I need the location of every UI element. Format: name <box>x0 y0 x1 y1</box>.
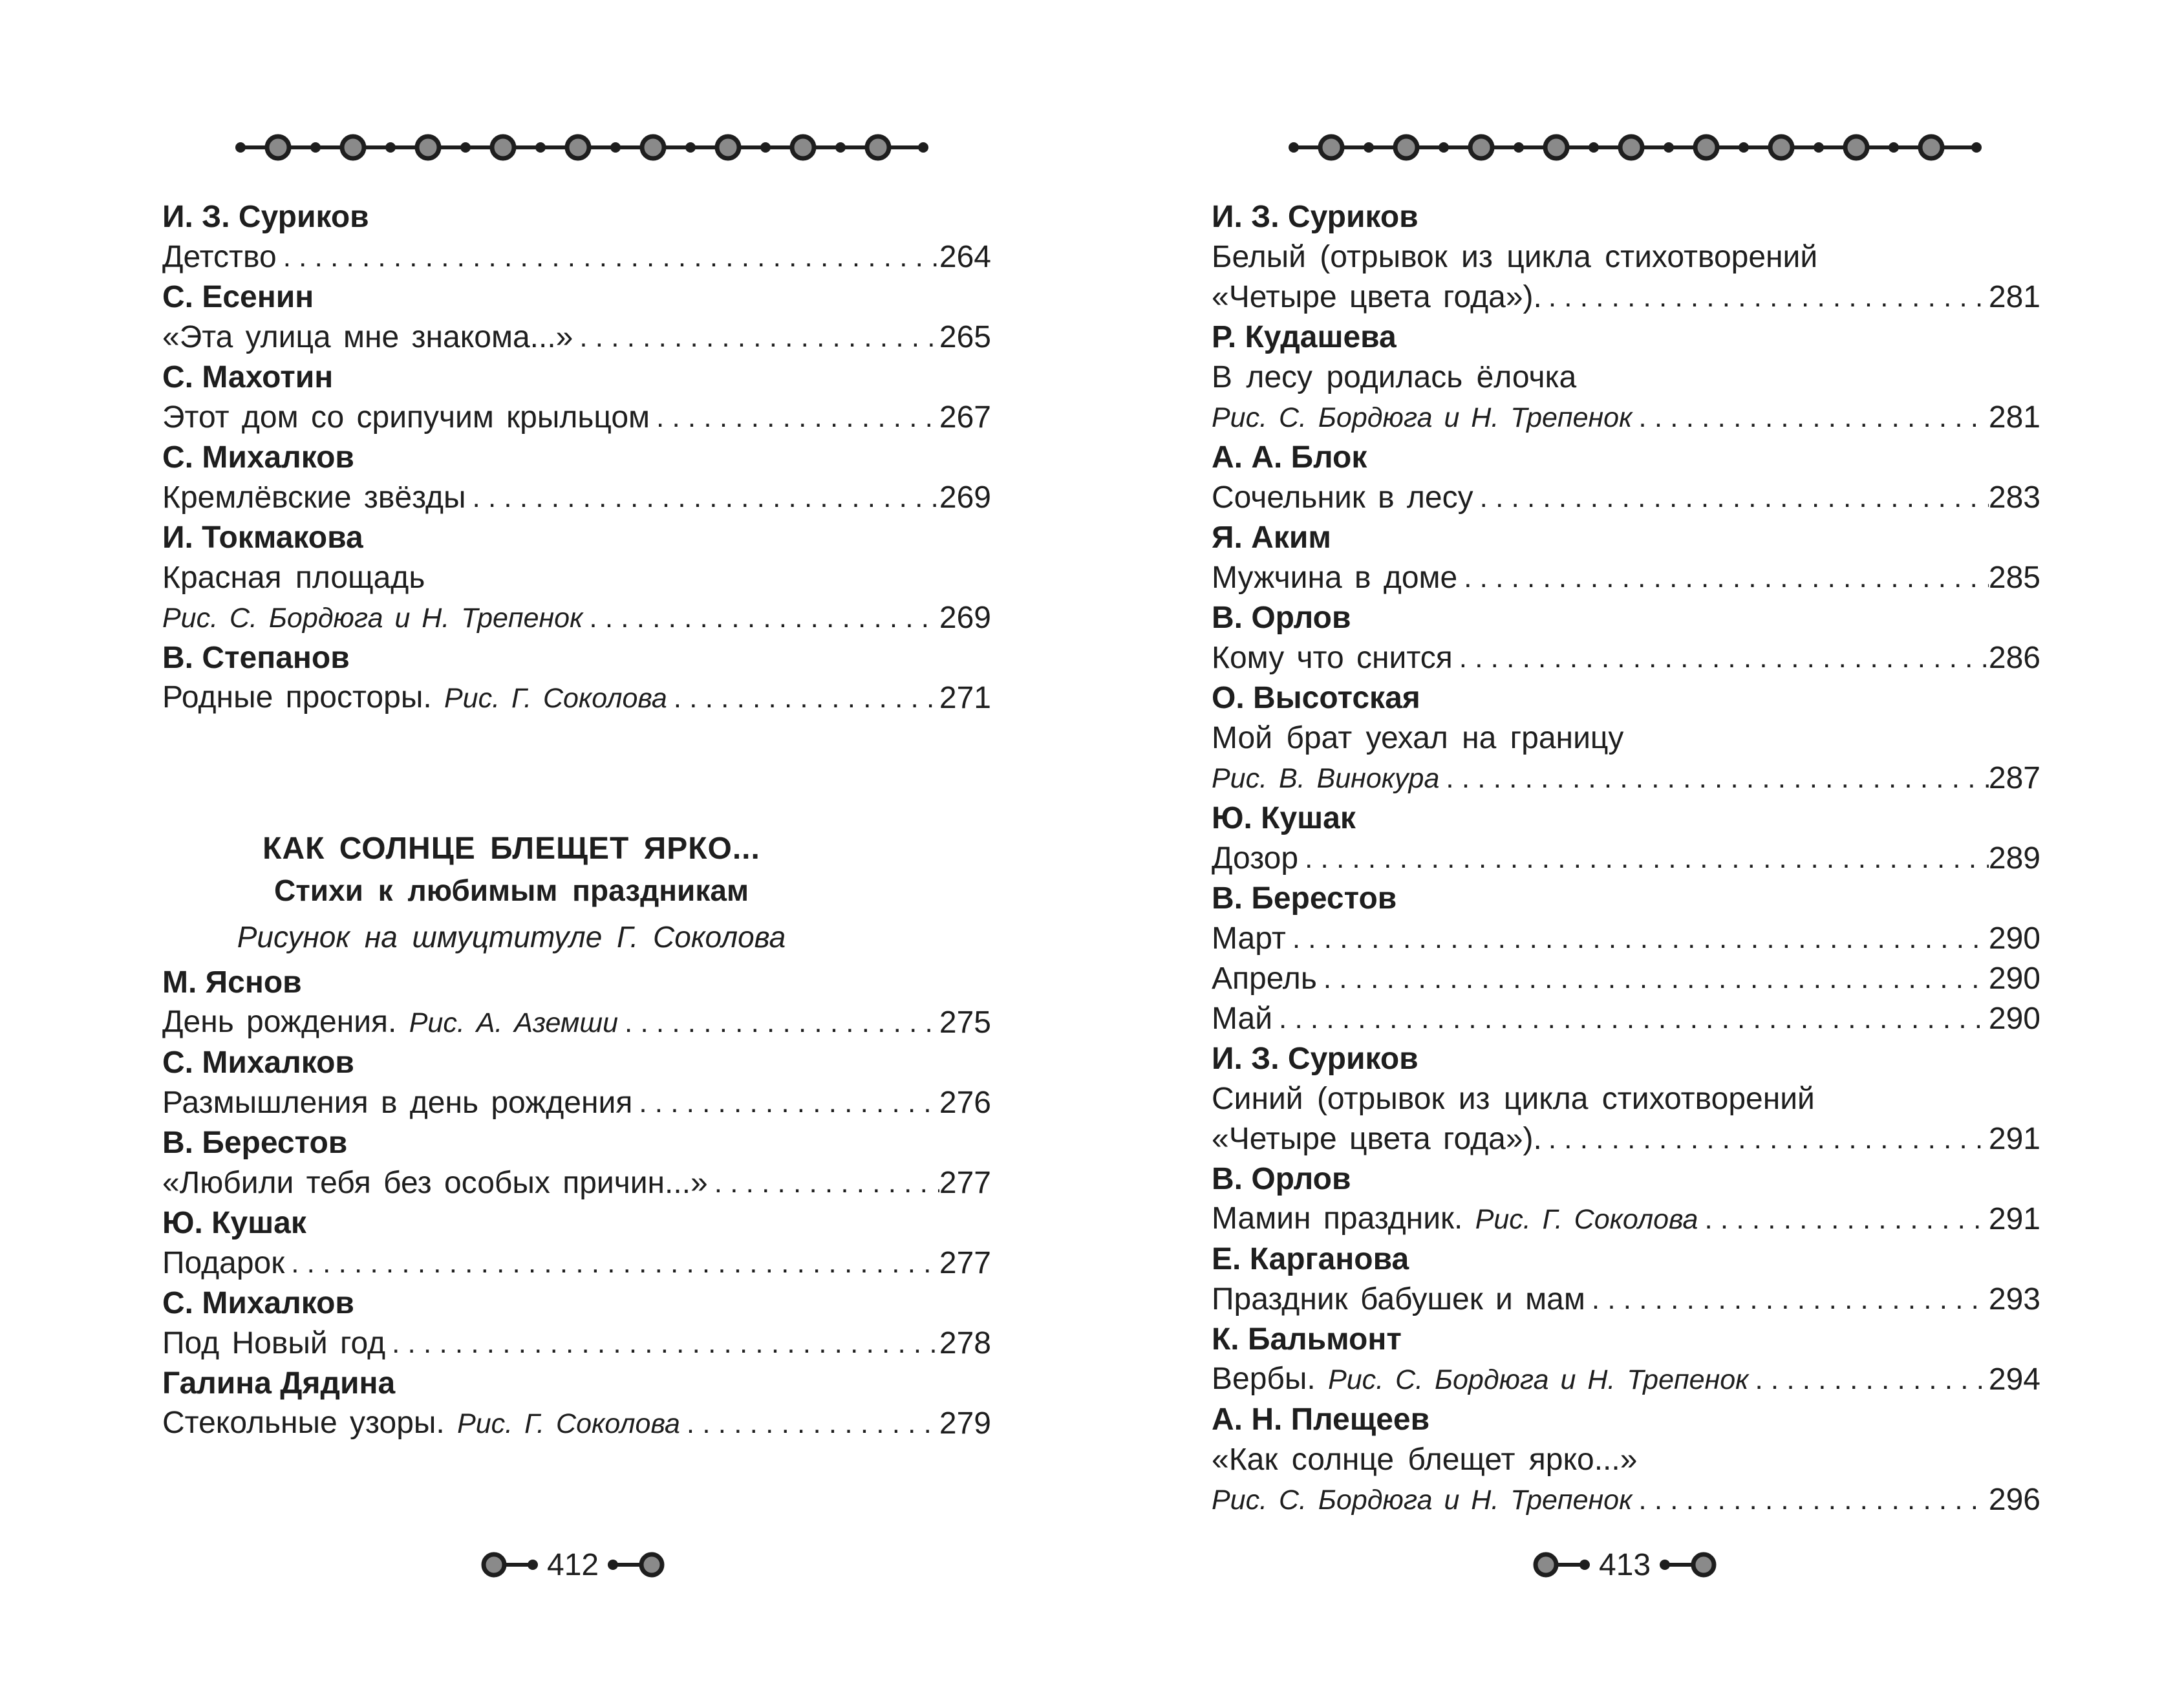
toc-title: Родные просторы. <box>162 680 432 714</box>
toc-page-number: 281 <box>1988 280 2040 314</box>
toc-entry[interactable] <box>162 1404 991 1444</box>
toc-author: В. Берестов <box>1212 881 1397 916</box>
toc-author: Ю. Кушак <box>1212 801 1356 835</box>
toc-author: Ю. Кушак <box>162 1206 306 1240</box>
top-chain-ornament <box>1286 133 1984 162</box>
toc-page-number: 275 <box>939 1005 991 1040</box>
toc-credit: Рис. Г. Соколова <box>457 1408 680 1439</box>
toc-title: Подарок <box>162 1246 285 1280</box>
toc-page-number: 296 <box>1988 1483 2040 1517</box>
toc-block <box>1212 678 2040 799</box>
toc-title: Вербы. <box>1212 1362 1316 1396</box>
toc-block <box>162 1364 991 1444</box>
toc-title: «Любили тебя без особых причин...» <box>162 1166 708 1200</box>
toc-entry[interactable] <box>1212 1199 2040 1240</box>
toc-author: С. Махотин <box>162 360 334 394</box>
toc-entry[interactable] <box>162 317 991 358</box>
toc-entry[interactable] <box>162 1324 991 1364</box>
toc-page-number: 294 <box>1988 1362 2040 1397</box>
toc-entry[interactable] <box>1212 1119 2040 1159</box>
toc-entry[interactable] <box>1212 1480 2040 1520</box>
dot-leader <box>1453 638 1989 678</box>
left-toc-column <box>162 197 991 1444</box>
toc-credit: Рис. С. Бордюга и Н. Трепенок <box>1328 1364 1749 1395</box>
toc-credit: Рис. С. Бордюга и Н. Трепенок <box>1212 402 1633 433</box>
toc-author: О. Высотская <box>1212 681 1420 715</box>
toc-block <box>1212 518 2040 598</box>
toc-title-line: Синий (отрывок из цикла стихотворений <box>1212 1082 1815 1116</box>
toc-author: М. Яснов <box>162 965 302 1000</box>
dot-leader <box>1542 1119 1989 1159</box>
toc-author: В. Орлов <box>1212 1162 1351 1196</box>
toc-page-number: 269 <box>939 480 991 515</box>
toc-title: Май <box>1212 1002 1273 1036</box>
toc-entry[interactable] <box>162 398 991 438</box>
dot-leader <box>632 1083 939 1123</box>
toc-entry[interactable] <box>1212 1280 2040 1320</box>
right-page <box>1092 0 2184 1696</box>
toc-author: К. Бальмонт <box>1212 1322 1402 1357</box>
toc-entry[interactable] <box>1212 638 2040 678</box>
toc-page-number: 287 <box>1988 761 2040 795</box>
toc-entry[interactable] <box>1212 277 2040 317</box>
toc-entry[interactable] <box>162 1163 991 1203</box>
toc-block <box>162 277 991 358</box>
toc-credit: Рис. А. Аземши <box>409 1007 618 1038</box>
toc-entry[interactable] <box>162 1083 991 1123</box>
toc-entry[interactable] <box>1212 1360 2040 1400</box>
toc-author: А. А. Блок <box>1212 440 1367 475</box>
toc-credit: Рис. С. Бордюга и Н. Трепенок <box>162 603 583 634</box>
page-number: 413 <box>1599 1547 1651 1582</box>
toc-title: День рождения. <box>162 1005 397 1039</box>
dot-leader <box>1439 758 1989 799</box>
toc-entry[interactable] <box>1212 398 2040 438</box>
toc-entry[interactable] <box>1212 478 2040 518</box>
toc-page-number: 271 <box>939 681 991 715</box>
toc-entry[interactable] <box>162 478 991 518</box>
dot-leader <box>680 1404 939 1444</box>
toc-title: «Эта улица мне знакома...» <box>162 320 573 354</box>
right-toc-column <box>1212 197 2040 1520</box>
top-chain-ornament <box>233 133 931 162</box>
toc-page-number: 291 <box>1988 1202 2040 1236</box>
toc-entry[interactable] <box>1212 919 2040 959</box>
toc-title: Мамин праздник. <box>1212 1201 1463 1236</box>
toc-title: Размышления в день рождения <box>162 1086 633 1120</box>
toc-block <box>162 1203 991 1283</box>
toc-block <box>1212 197 2040 317</box>
toc-entry[interactable] <box>1212 959 2040 999</box>
dot-leader <box>1542 277 1989 317</box>
chain-right-icon <box>608 1550 667 1580</box>
dot-leader <box>385 1324 939 1364</box>
toc-author: В. Берестов <box>162 1126 348 1160</box>
toc-entry[interactable] <box>1212 999 2040 1039</box>
page-number-footer <box>478 1545 667 1584</box>
toc-title: Праздник бабушек и мам <box>1212 1282 1585 1316</box>
toc-block <box>1212 1039 2040 1159</box>
toc-title: Кому что снится <box>1212 641 1453 675</box>
toc-author: Е. Карганова <box>1212 1242 1409 1276</box>
toc-author: Галина Дядина <box>162 1366 396 1401</box>
toc-author: С. Михалков <box>162 1046 354 1080</box>
toc-block <box>1212 438 2040 518</box>
toc-title: Кремлёвские звёзды <box>162 480 466 515</box>
toc-block <box>162 1123 991 1203</box>
toc-author: И. З. Суриков <box>1212 200 1419 234</box>
toc-block <box>1212 879 2040 1039</box>
toc-entry[interactable] <box>1212 558 2040 598</box>
toc-entry[interactable] <box>162 678 991 718</box>
section-title: КАК СОЛНЦЕ БЛЕЩЕТ ЯРКО... <box>262 832 760 866</box>
toc-block <box>162 1283 991 1364</box>
toc-author: И. Токмакова <box>162 521 363 555</box>
toc-author: И. З. Суриков <box>1212 1042 1419 1076</box>
toc-title: Под Новый год <box>162 1326 386 1360</box>
toc-block <box>1212 1240 2040 1320</box>
toc-author: И. З. Суриков <box>162 200 369 234</box>
toc-title-line: Белый (отрывок из цикла стихотворений <box>1212 240 1818 274</box>
toc-block <box>1212 1320 2040 1400</box>
dot-leader <box>1272 999 1989 1039</box>
toc-block <box>162 638 991 718</box>
chain-left-icon <box>1530 1550 1590 1580</box>
dot-leader <box>1298 839 1989 879</box>
dot-leader <box>277 237 939 277</box>
toc-block <box>162 1043 991 1123</box>
dot-leader <box>1748 1360 1988 1400</box>
toc-block <box>1212 799 2040 879</box>
toc-page-number: 277 <box>939 1166 991 1200</box>
toc-page-number: 290 <box>1988 961 2040 996</box>
toc-page-number: 291 <box>1988 1122 2040 1156</box>
toc-block <box>162 358 991 438</box>
toc-author: С. Михалков <box>162 1286 354 1320</box>
toc-author: С. Есенин <box>162 280 314 314</box>
toc-title: «Четыре цвета года»). <box>1212 280 1542 314</box>
toc-entry[interactable] <box>1212 839 2040 879</box>
toc-credit: Рис. Г. Соколова <box>444 683 667 714</box>
dot-leader <box>1698 1199 1988 1240</box>
dot-leader <box>1317 959 1989 999</box>
toc-author: А. Н. Плещеев <box>1212 1402 1430 1437</box>
dot-leader <box>1632 398 1989 438</box>
toc-block <box>162 197 991 277</box>
toc-author: С. Михалков <box>162 440 354 475</box>
toc-page-number: 281 <box>1988 400 2040 435</box>
toc-page-number: 264 <box>939 240 991 274</box>
toc-page-number: 277 <box>939 1246 991 1280</box>
dot-leader <box>1585 1280 1989 1320</box>
dot-leader <box>1457 558 1989 598</box>
toc-page-number: 285 <box>1988 561 2040 595</box>
dot-leader <box>573 317 939 358</box>
toc-page-number: 279 <box>939 1406 991 1441</box>
toc-entry[interactable] <box>162 598 991 638</box>
dot-leader <box>583 598 939 638</box>
toc-title: Мужчина в доме <box>1212 561 1458 595</box>
toc-title: Дозор <box>1212 841 1299 875</box>
toc-author: В. Орлов <box>1212 601 1351 635</box>
toc-title: «Четыре цвета года»). <box>1212 1122 1542 1156</box>
toc-page-number: 293 <box>1988 1282 2040 1316</box>
toc-title-line: Мой брат уехал на границу <box>1212 721 1624 755</box>
chain-right-icon <box>1660 1550 1719 1580</box>
toc-page-number: 290 <box>1988 1002 2040 1036</box>
page-number-footer <box>1530 1545 1719 1584</box>
toc-block <box>162 518 991 638</box>
dot-leader <box>618 1003 939 1043</box>
toc-title: Март <box>1212 921 1286 956</box>
toc-entry[interactable] <box>162 237 991 277</box>
toc-block <box>1212 317 2040 438</box>
toc-page-number: 290 <box>1988 921 2040 956</box>
toc-entry[interactable] <box>162 1003 991 1043</box>
toc-page-number: 269 <box>939 601 991 635</box>
dot-leader <box>708 1163 939 1203</box>
toc-title: Этот дом со срипучим крыльцом <box>162 400 650 435</box>
toc-block <box>1212 1159 2040 1240</box>
toc-credit: Рис. С. Бордюга и Н. Трепенок <box>1212 1485 1633 1516</box>
toc-title-line: «Как солнце блещет ярко...» <box>1212 1443 1638 1477</box>
toc-page-number: 286 <box>1988 641 2040 675</box>
chain-left-icon <box>478 1550 538 1580</box>
dot-leader <box>650 398 939 438</box>
toc-block <box>1212 598 2040 678</box>
toc-author: Я. Аким <box>1212 521 1331 555</box>
dot-leader <box>667 678 939 718</box>
toc-block <box>162 963 991 1043</box>
toc-title-line: Красная площадь <box>162 561 425 595</box>
toc-author: В. Степанов <box>162 641 350 675</box>
section-heading <box>162 828 861 963</box>
toc-credit: Рис. Г. Соколова <box>1475 1204 1698 1235</box>
section-subtitle: Стихи к любимым праздникам <box>274 874 749 907</box>
toc-entry[interactable] <box>1212 758 2040 799</box>
dot-leader <box>1473 478 1989 518</box>
toc-page-number: 265 <box>939 320 991 354</box>
toc-page-number: 283 <box>1988 480 2040 515</box>
page-number: 412 <box>547 1547 599 1582</box>
toc-credit: Рис. В. Винокура <box>1212 763 1440 794</box>
toc-page-number: 267 <box>939 400 991 435</box>
dot-leader <box>466 478 939 518</box>
toc-block <box>162 438 991 518</box>
section-illustration-credit: Рисунок на шмуцтитуле Г. Соколова <box>237 920 786 954</box>
toc-page-number: 278 <box>939 1326 991 1360</box>
toc-author: Р. Кудашева <box>1212 320 1397 354</box>
toc-title-line: В лесу родилась ёлочка <box>1212 360 1577 394</box>
toc-entry[interactable] <box>162 1243 991 1283</box>
dot-leader <box>284 1243 939 1283</box>
toc-page-number: 276 <box>939 1086 991 1120</box>
toc-title: Апрель <box>1212 961 1317 996</box>
toc-block <box>1212 1400 2040 1520</box>
dot-leader <box>1286 919 1989 959</box>
dot-leader <box>1632 1480 1989 1520</box>
toc-title: Детство <box>162 240 277 274</box>
toc-title: Стекольные узоры. <box>162 1406 445 1440</box>
toc-title: Сочельник в лесу <box>1212 480 1473 515</box>
toc-page-number: 289 <box>1988 841 2040 875</box>
